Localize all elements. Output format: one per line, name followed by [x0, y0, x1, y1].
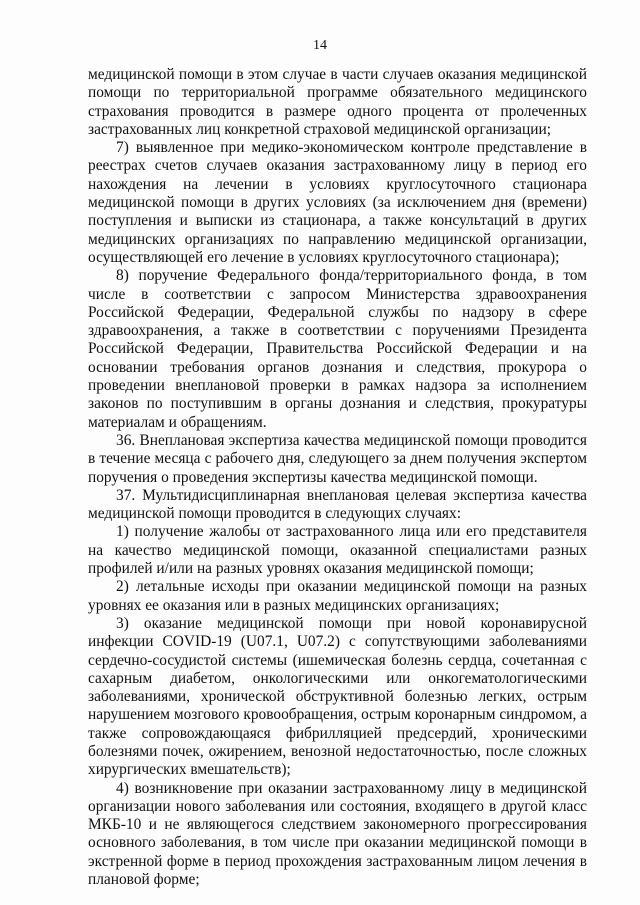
paragraph-item-7: 7) выявленное при медико-экономическом контроле представление в реестрах счетов случаев оказания застрахованному лицу в период его нахождения на лечении в условиях круглосуточного стационара медицинской помощи в других условиях (за исключением дня (времени) поступления и выписки из стационара, а также консультаций в других медицинских организациях по направлению медицинской организации, осуществляющей его лечение в условиях круглосуточного стационара);: [88, 139, 587, 266]
paragraph-case-2: 2) летальные исходы при оказании медицинской помощи на разных уровнях ее оказания или в разных медицинских организациях;: [88, 578, 587, 614]
paragraph-case-1: 1) получение жалобы от застрахованного лица или его представителя на качество медицинской помощи, оказанной специалистами разных профилей и/или на разных уровнях оказания медицинской помощи;: [88, 523, 587, 578]
paragraph-item-8: 8) поручение Федерального фонда/территориального фонда, в том числе в соответствии с запросом Министерства здравоохранения Российской Федерации, Федеральной службы по надзору в сфере здравоохранения, а также в соответствии с поручениями Президента Российской Федерации, Правительства Российской Федерации и на основании требования органов дознания и следствия, прокурора о проведении внеплановой проверки в рамках надзора за исполнением законов по поступившим в органы дознания и следствия, прокуратуры материалам и обращениям.: [88, 267, 587, 431]
document-text: [88, 66, 587, 889]
paragraph-continuation: медицинской помощи в этом случае в части случаев оказания медицинской помощи по территориальной программе обязательного медицинского страхования проводится в размере одного процента от пролеченных застрахованных лиц конкретной страховой медицинской организации;: [88, 66, 587, 138]
paragraph-case-4: 4) возникновение при оказании застрахованному лицу в медицинской организации нового заболевания или состояния, входящего в другой класс МКБ-10 и не являющегося следствием закономерного прогрессирования основного заболевания, в том числе при оказании медицинской помощи в экстренной форме в период прохождения застрахованным лицом лечения в плановой форме;: [88, 779, 587, 889]
paragraph-section-36: 36. Внеплановая экспертиза качества медицинской помощи проводится в течение месяца с рабочего дня, следующего за днем получения экспертом поручения о проведения экспертизы качества медицинской помощи.: [88, 431, 587, 486]
paragraph-case-3: 3) оказание медицинской помощи при новой коронавирусной инфекции COVID-19 (U07.1, U07.2) с сопутствующими заболеваниями сердечно-сосудистой системы (ишемическая болезнь сердца, сочетанная с сахарным диабетом, онкологическими или онкогематологическими заболеваниями, хронической обструктивной болезнью легких, острым нарушением мозгового кровообращения, острым коронарным синдромом, а также сопровождающаяся фибрилляцией предсердий, хроническими болезнями почек, ожирением, венозной недостаточностью, после сложных хирургических вмешательств);: [88, 614, 587, 779]
page-number: 14: [313, 38, 327, 53]
paragraph-section-37: 37. Мультидисциплинарная внеплановая целевая экспертиза качества медицинской помощи проводится в следующих случаях:: [88, 486, 587, 523]
